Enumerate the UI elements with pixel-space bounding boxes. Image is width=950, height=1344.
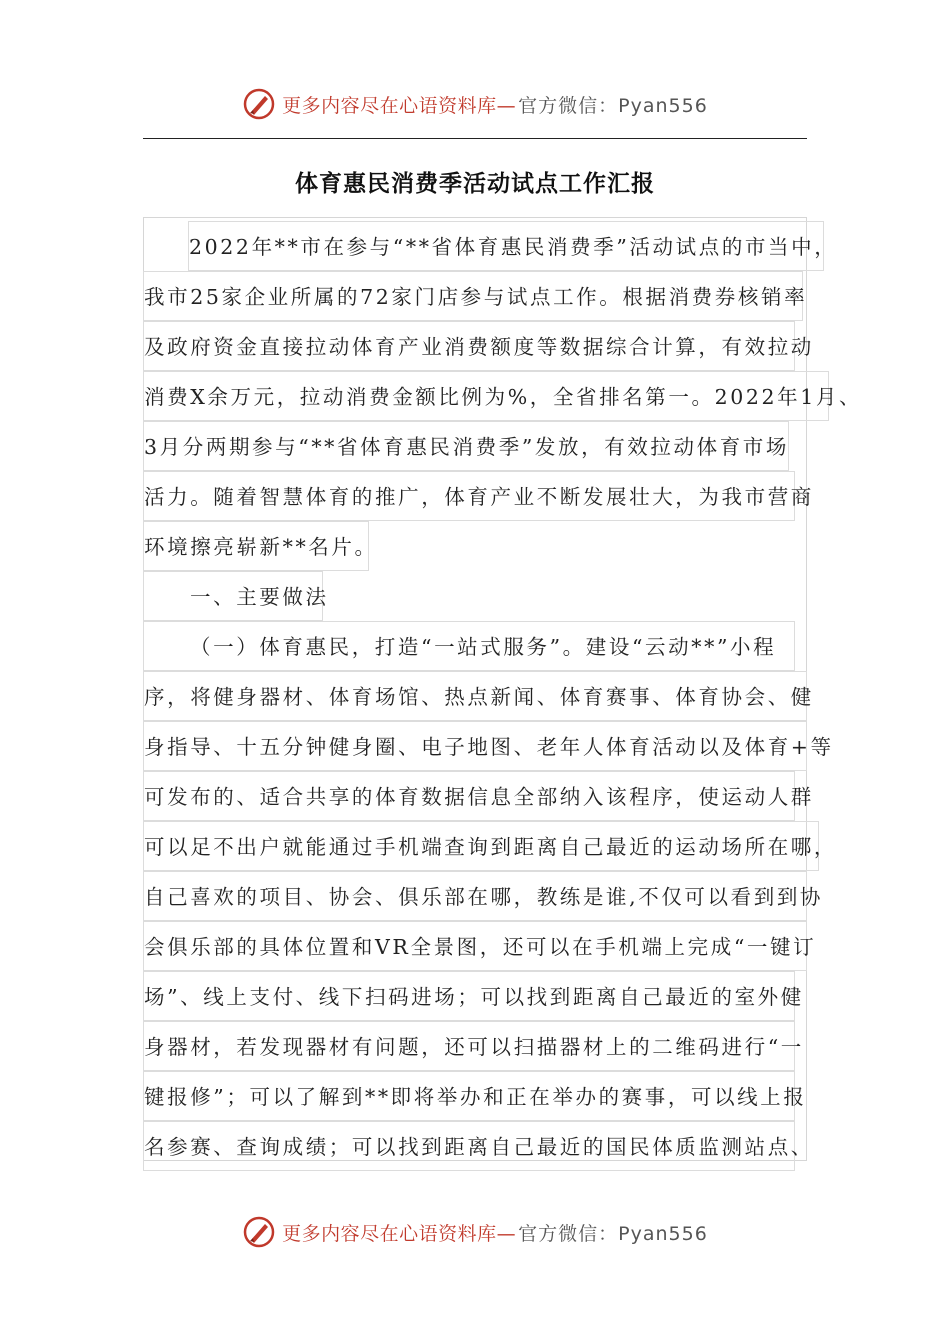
- text-line-19: 名参赛、查询成绩；可以找到距离自己最近的国民体质监测站点、: [143, 1121, 795, 1171]
- text-line-17: 身器材，若发现器材有问题，还可以扫描器材上的二维码进行“一: [143, 1021, 795, 1071]
- text-line-4: 消费X余万元，拉动消费金额比例为%，全省排名第一。2022年1月、: [143, 371, 829, 421]
- footer-banner: [0, 1212, 950, 1252]
- text-line-10: 序，将健身器材、体育场馆、热点新闻、体育赛事、体育协会、健: [143, 671, 807, 721]
- text-line-15: 会俱乐部的具体位置和VR全景图，还可以在手机端上完成“一键订: [143, 921, 807, 971]
- text-line-9: （一）体育惠民，打造“一站式服务”。建设“云动**”小程: [143, 621, 795, 671]
- text-line-13: 可以足不出户就能通过手机端查询到距离自己最近的运动场所在哪，: [143, 821, 819, 871]
- text-line-6: 活力。随着智慧体育的推广，体育产业不断发展壮大，为我市营商: [143, 471, 795, 521]
- pen-seal-icon: [242, 1215, 276, 1249]
- text-line-12: 可发布的、适合共享的体育数据信息全部纳入该程序，使运动人群: [143, 771, 795, 821]
- text-line-5: 3月分两期参与“**省体育惠民消费季”发放，有效拉动体育市场: [143, 421, 789, 471]
- section-heading: 一、主要做法: [143, 571, 323, 621]
- text-line-11: 身指导、十五分钟健身圈、电子地图、老年人体育活动以及体育+等: [143, 721, 807, 771]
- banner-text: 更多内容尽在心语资料库—: [282, 1222, 517, 1245]
- text-line-7: 环境擦亮崭新**名片。: [143, 521, 369, 571]
- banner-text: 更多内容尽在心语资料库—: [282, 94, 517, 117]
- header-banner: [0, 84, 950, 124]
- text-line-14: 自己喜欢的项目、协会、俱乐部在哪，教练是谁,不仅可以看到到协: [143, 871, 807, 921]
- text-line-18: 键报修”；可以了解到**即将举办和正在举办的赛事，可以线上报: [143, 1071, 795, 1121]
- text-line-16: 场”、线上支付、线下扫码进场；可以找到距离自己最近的室外健: [143, 971, 795, 1021]
- document-title: 体育惠民消费季活动试点工作汇报: [295, 170, 655, 197]
- text-line-3: 及政府资金直接拉动体育产业消费额度等数据综合计算，有效拉动: [143, 321, 795, 371]
- banner-wechat: 官方微信：Pyan556: [518, 1222, 708, 1245]
- text-line-1: 2022年**市在参与“**省体育惠民消费季”活动试点的市当中，: [188, 221, 824, 271]
- header-rule: [143, 138, 807, 139]
- banner-wechat: 官方微信：Pyan556: [518, 94, 708, 117]
- text-line-2: 我市25家企业所属的72家门店参与试点工作。根据消费券核销率: [143, 271, 803, 321]
- pen-seal-icon: [242, 87, 276, 121]
